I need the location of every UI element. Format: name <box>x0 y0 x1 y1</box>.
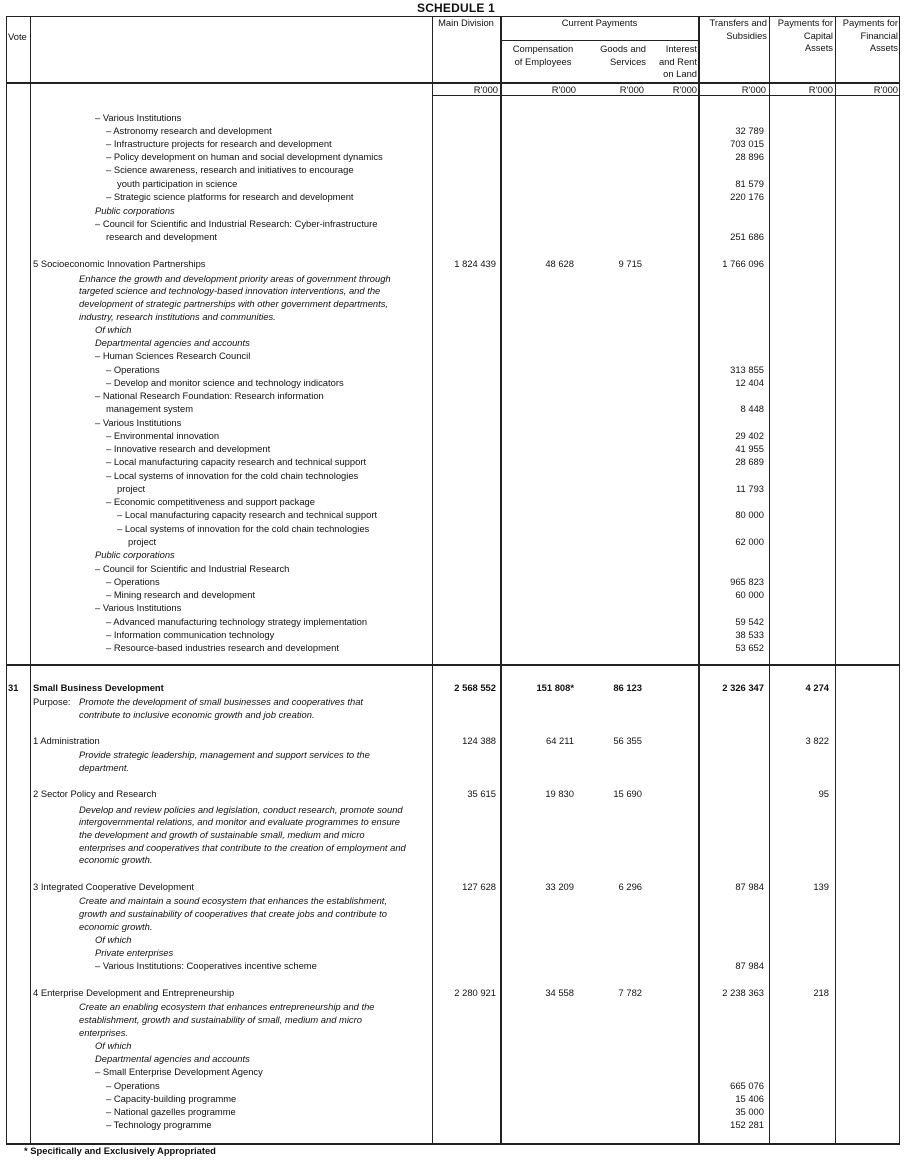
table-row <box>0 946 912 959</box>
current-payments-divider <box>500 40 699 41</box>
table-row <box>0 601 912 614</box>
row-label: – Capacity-building programme <box>106 1093 237 1104</box>
table-row <box>0 469 912 482</box>
cell-tr: 80 000 <box>735 509 764 520</box>
table-row <box>0 349 912 362</box>
cell-goods: 9 715 <box>618 258 642 269</box>
table-row <box>0 297 912 310</box>
cell-comp: 34 558 <box>545 987 574 998</box>
cell-tr: 62 000 <box>735 536 764 547</box>
row-label: – National gazelles programme <box>106 1106 236 1117</box>
cell-tr: 32 789 <box>735 125 764 136</box>
table-row <box>0 150 912 163</box>
row-label: Create and maintain a sound ecosystem that enhances the establishment, <box>79 895 387 906</box>
cell-tr: 35 000 <box>735 1106 764 1117</box>
row-label: Private enterprises <box>95 947 174 958</box>
table-row <box>0 230 912 243</box>
unit-main: R'000 <box>473 84 498 95</box>
row-label: enterprises. <box>79 1027 128 1038</box>
row-label: 1 Administration <box>33 735 100 746</box>
row-label: Public corporations <box>95 205 175 216</box>
table-row <box>0 137 912 150</box>
row-label: – Various Institutions <box>95 417 182 428</box>
table-row <box>0 323 912 336</box>
table-row <box>0 748 912 761</box>
table-row <box>0 442 912 455</box>
row-label: Develop and review policies and legislation, conduct research, promote sound <box>79 804 403 815</box>
cell-tr: 41 955 <box>735 443 764 454</box>
cell-tr: 703 015 <box>730 138 764 149</box>
cell-main: 124 388 <box>462 735 496 746</box>
cell-tr: 2 326 347 <box>722 682 764 693</box>
row-label: – Small Enterprise Development Agency <box>95 1066 263 1077</box>
cell-tr: 2 238 363 <box>722 987 764 998</box>
header-interest: Interest and Rent on Land <box>658 43 697 79</box>
table-row <box>0 615 912 628</box>
cell-tr: 28 689 <box>735 456 764 467</box>
row-label: – Local manufacturing capacity research and technical support <box>117 509 378 520</box>
row-label: – Local manufacturing capacity research and technical support <box>106 456 367 467</box>
row-label: Public corporations <box>95 549 175 560</box>
cell-tr: 38 533 <box>735 629 764 640</box>
row-label: the development and growth of sustainable small, medium and micro <box>79 829 365 840</box>
vote-divider <box>6 664 900 666</box>
cell-tr: 8 448 <box>740 403 764 414</box>
unit-financial: R'000 <box>873 84 898 95</box>
table-row <box>0 402 912 415</box>
row-label: Of which <box>95 1040 132 1051</box>
table-row <box>0 495 912 508</box>
row-label: – Economic competitiveness and support package <box>106 496 315 507</box>
table-row <box>0 681 912 694</box>
cell-comp: 33 209 <box>545 881 574 892</box>
table-row <box>0 535 912 548</box>
cell-tr: 965 823 <box>730 576 764 587</box>
row-label: – Environmental innovation <box>106 430 220 441</box>
header-financial: Payments for Financial Assets <box>842 17 898 53</box>
unit-goods: R'000 <box>619 84 644 95</box>
header-current-payments: Current Payments <box>561 17 638 28</box>
table-row <box>0 1092 912 1105</box>
cell-tr: 87 984 <box>735 881 764 892</box>
row-label: Departmental agencies and accounts <box>95 337 250 348</box>
row-label: – Policy development on human and social development dynamics <box>106 151 383 162</box>
row-label: – Various Institutions: Cooperatives incentive scheme <box>95 960 317 971</box>
table-row <box>0 575 912 588</box>
row-label: – Operations <box>106 576 160 587</box>
unit-capital: R'000 <box>808 84 833 95</box>
table-row <box>0 376 912 389</box>
cell-tr: 28 896 <box>735 151 764 162</box>
row-label: – Develop and monitor science and technology indicators <box>106 377 344 388</box>
row-label: – Strategic science platforms for research and development <box>106 191 354 202</box>
row-label: industry, research institutions and communities. <box>79 311 276 322</box>
row-label: – National Research Foundation: Research information <box>95 390 324 401</box>
table-row <box>0 588 912 601</box>
row-label: – Innovative research and development <box>106 443 271 454</box>
cell-tr: 11 793 <box>736 483 764 494</box>
row-label: – Mining research and development <box>106 589 256 600</box>
table-row <box>0 1013 912 1026</box>
row-label: research and development <box>106 231 218 242</box>
table-row <box>0 1065 912 1078</box>
cell-tr: 12 404 <box>735 377 764 388</box>
table-row <box>0 907 912 920</box>
cell-cap: 139 <box>813 881 829 892</box>
header-compensation: Compensation of Employees <box>512 43 574 67</box>
table-row <box>0 986 912 999</box>
cell-goods: 7 782 <box>618 987 642 998</box>
table-row <box>0 853 912 866</box>
row-label: – Human Sciences Research Council <box>95 350 251 361</box>
table-row <box>0 1118 912 1131</box>
table-row <box>0 828 912 841</box>
row-label: – Local systems of innovation for the cold chain technologies <box>106 470 359 481</box>
row-label: 3 Integrated Cooperative Development <box>33 881 195 892</box>
row-label: – Technology programme <box>106 1119 212 1130</box>
row-label: youth participation in science <box>117 178 238 189</box>
cell-tr: 81 579 <box>735 178 764 189</box>
table-row <box>0 880 912 893</box>
cell-main: 1 824 439 <box>454 258 496 269</box>
table-row <box>0 1000 912 1013</box>
table-row <box>0 217 912 230</box>
row-label: growth and sustainability of cooperatives that create jobs and contribute to <box>79 908 387 919</box>
row-label: 2 Sector Policy and Research <box>33 788 157 799</box>
header-transfers: Transfers and Subsidies <box>709 17 767 41</box>
table-row <box>0 548 912 561</box>
header-goods: Goods and Services <box>600 43 646 67</box>
table-row <box>0 1052 912 1065</box>
cell-tr: 59 542 <box>735 616 764 627</box>
cell-tr: 665 076 <box>730 1080 764 1091</box>
cell-goods: 15 690 <box>613 788 642 799</box>
row-label: – Local systems of innovation for the cold chain technologies <box>117 523 370 534</box>
unit-compensation: R'000 <box>551 84 576 95</box>
row-label: enterprises and cooperatives that contribute to the creation of employment and <box>79 842 406 853</box>
row-label: Purpose: <box>33 696 71 707</box>
table-row <box>0 761 912 774</box>
row-label: – Various Institutions <box>95 602 182 613</box>
unit-row-divider <box>432 95 900 96</box>
cell-comp: 64 211 <box>546 735 574 746</box>
cell-comp: 151 808* <box>536 682 574 693</box>
cell-tr: 53 652 <box>735 642 764 653</box>
cell-tr: 15 406 <box>735 1093 764 1104</box>
row-label: – Operations <box>106 364 160 375</box>
row-label: Of which <box>95 934 132 945</box>
row-label: intergovernmental relations, and monitor and evaluate programmes to ensure <box>79 816 401 827</box>
cell-tr: 1 766 096 <box>722 258 764 269</box>
header-main-division: Main Division <box>438 17 494 28</box>
table-row <box>0 1105 912 1118</box>
row-label: – Council for Scientific and Industrial Research <box>95 563 290 574</box>
row-label: management system <box>106 403 194 414</box>
table-row <box>0 455 912 468</box>
row-label: – Advanced manufacturing technology strategy implementation <box>106 616 368 627</box>
table-row <box>0 1026 912 1039</box>
cell-cap: 95 <box>818 788 829 799</box>
cell-tr: 313 855 <box>730 364 764 375</box>
cell-cap: 4 274 <box>805 682 829 693</box>
table-row <box>0 695 912 708</box>
table-row <box>0 815 912 828</box>
table-row <box>0 429 912 442</box>
table-row <box>0 363 912 376</box>
row-label: – Astronomy research and development <box>106 125 272 136</box>
row-label: targeted science and technology-based innovation interventions, and the <box>79 285 381 296</box>
header-vote: Vote <box>8 31 27 42</box>
cell-tr: 87 984 <box>735 960 764 971</box>
table-row <box>0 734 912 747</box>
row-label: – Various Institutions <box>95 112 182 123</box>
table-row <box>0 522 912 535</box>
cell-main: 35 615 <box>467 788 496 799</box>
cell-cap: 3 822 <box>805 735 829 746</box>
table-row <box>0 416 912 429</box>
unit-interest: R'000 <box>672 84 697 95</box>
row-label: – Information communication technology <box>106 629 275 640</box>
table-row <box>0 482 912 495</box>
cell-main: 2 568 552 <box>454 682 496 693</box>
cell-tr: 152 281 <box>730 1119 764 1130</box>
table-row <box>0 1039 912 1052</box>
table-row <box>0 562 912 575</box>
cell-cap: 218 <box>813 987 829 998</box>
table-row <box>0 708 912 721</box>
table-row <box>0 920 912 933</box>
row-label: Departmental agencies and accounts <box>95 1053 250 1064</box>
row-label: – Infrastructure projects for research and development <box>106 138 332 149</box>
table-row <box>0 190 912 203</box>
row-label: establishment, growth and sustainability of small, medium and micro <box>79 1014 362 1025</box>
row-label: contribute to inclusive economic growth and job creation. <box>79 709 315 720</box>
table-row <box>0 163 912 176</box>
row-label: economic growth. <box>79 921 153 932</box>
row-label: Of which <box>95 324 132 335</box>
table-row <box>0 310 912 323</box>
row-label: Create an enabling ecosystem that enhances entrepreneurship and the <box>79 1001 375 1012</box>
row-label: – Operations <box>106 1080 160 1091</box>
row-label: – Resource-based industries research and development <box>106 642 339 653</box>
cell-main: 127 628 <box>462 881 496 892</box>
table-row <box>0 336 912 349</box>
table-row <box>0 894 912 907</box>
table-row <box>0 389 912 402</box>
header-capital: Payments for Capital Assets <box>777 17 833 53</box>
table-row <box>0 628 912 641</box>
table-row <box>0 257 912 270</box>
row-label: economic growth. <box>79 854 153 865</box>
unit-transfers: R'000 <box>741 84 766 95</box>
table-row <box>0 933 912 946</box>
table-row <box>0 111 912 124</box>
cell-comp: 48 628 <box>545 258 574 269</box>
row-label: – Council for Scientific and Industrial Research: Cyber-infrastructure <box>95 218 378 229</box>
cell-comp: 19 830 <box>545 788 574 799</box>
row-label: – Science awareness, research and initiatives to encourage <box>106 164 354 175</box>
cell-goods: 56 355 <box>613 735 642 746</box>
row-label: Promote the development of small businesses and cooperatives that <box>79 696 364 707</box>
cell-tr: 251 686 <box>730 231 764 242</box>
row-label: project <box>128 536 157 547</box>
table-row <box>0 787 912 800</box>
cell-vote: 31 <box>8 682 19 693</box>
row-label: project <box>117 483 146 494</box>
row-label: development of strategic partnerships with other government departments, <box>79 298 389 309</box>
table-row <box>0 284 912 297</box>
cell-main: 2 280 921 <box>454 987 496 998</box>
table-row <box>0 508 912 521</box>
row-label: 4 Enterprise Development and Entrepreneurship <box>33 987 235 998</box>
table-row <box>0 124 912 137</box>
schedule-title: SCHEDULE 1 <box>416 1 495 15</box>
table-row <box>0 1079 912 1092</box>
table-row <box>0 641 912 654</box>
footnote: * Specifically and Exclusively Appropriated <box>24 1145 216 1156</box>
cell-goods: 6 296 <box>618 881 642 892</box>
row-label: Small Business Development <box>33 682 164 693</box>
row-label: Enhance the growth and development priority areas of government through <box>79 273 391 284</box>
table-row <box>0 204 912 217</box>
cell-tr: 29 402 <box>735 430 764 441</box>
row-label: Provide strategic leadership, management and support services to the <box>79 749 370 760</box>
cell-tr: 220 176 <box>730 191 764 202</box>
row-label: department. <box>79 762 130 773</box>
cell-goods: 86 123 <box>613 682 642 693</box>
cell-tr: 60 000 <box>735 589 764 600</box>
table-row <box>0 177 912 190</box>
row-label: 5 Socioeconomic Innovation Partnerships <box>33 258 206 269</box>
table-row <box>0 959 912 972</box>
